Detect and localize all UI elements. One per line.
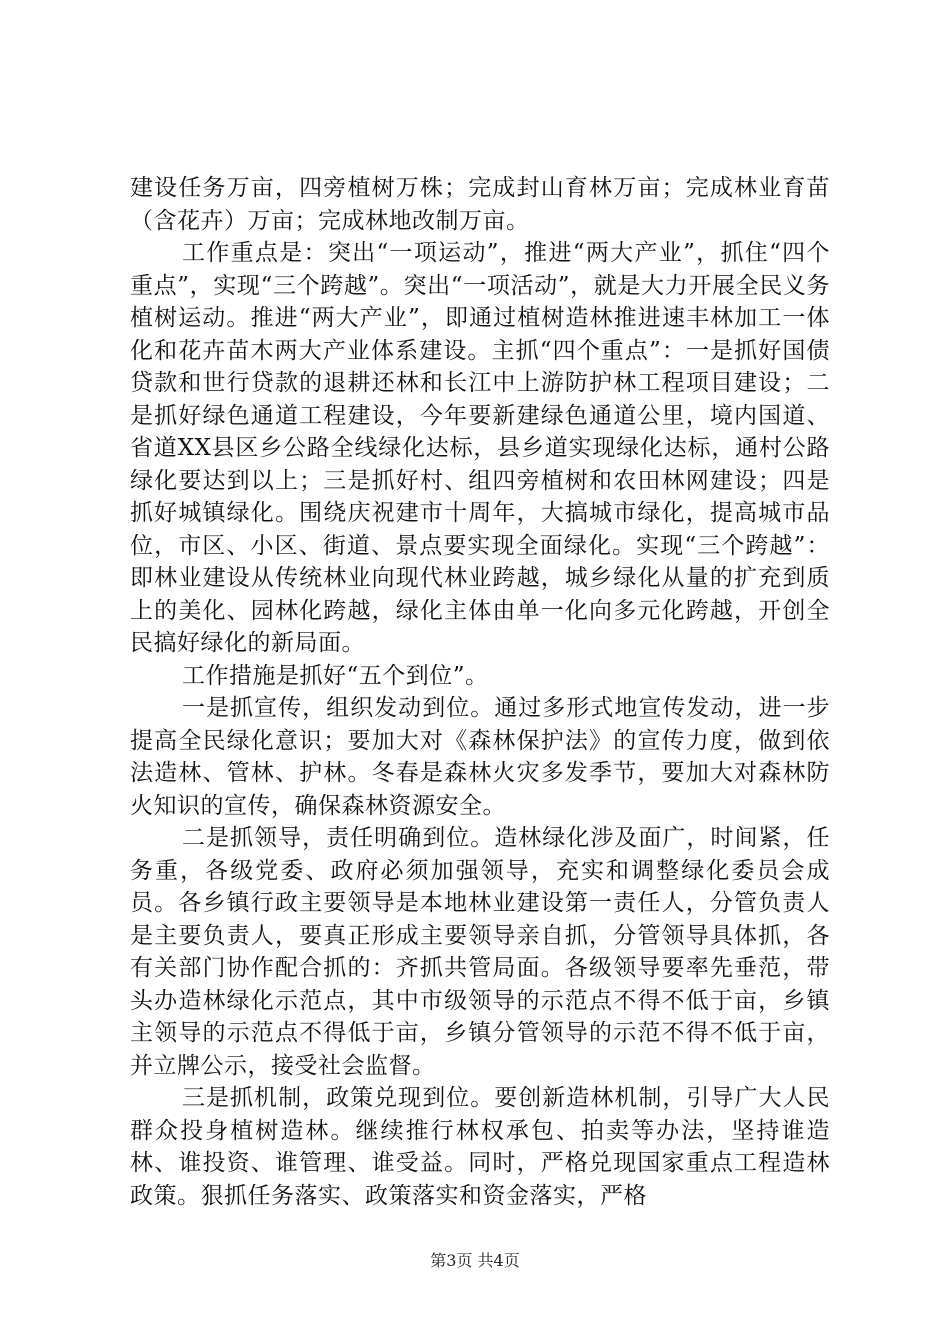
paragraph-measure-publicity: 一是抓宣传，组织发动到位。通过多形式地宣传发动，进一步提高全民绿化意识；要加大对《森林保护法》的宣传力度，做到依法造林、管林、护林。冬春是森林火灾多发季节，要加大对森林防火知识的宣传，确保森林资源安全。	[130, 695, 830, 819]
page-number-label: 第3页 共4页	[430, 1251, 520, 1270]
paragraph-measure-leadership: 二是抓领导，责任明确到位。造林绿化涉及面广，时间紧，任务重，各级党委、政府必须加强领导，充实和调整绿化委员会成员。各乡镇行政主要领导是本地林业建设第一责任人，分管负责人是主要负责人，要真正形成主要领导亲自抓，分管领导具体抓，各有关部门协作配合抓的：齐抓共管局面。各级领导要率先垂范，带头办造林绿化示范点，其中市级领导的示范点不得不低于亩，乡镇主领导的示范点不得低于亩，乡镇分管领导的示范不得不低于亩，并立牌公示，接受社会监督。	[130, 825, 830, 1079]
document-body	[130, 172, 830, 1212]
paragraph-measure-mechanism: 三是抓机制，政策兑现到位。要创新造林机制，引导广大人民群众投身植树造林。继续推行林权承包、拍卖等办法，坚持谁造林、谁投资、谁管理、谁受益。同时，严格兑现国家重点工程造林政策。狠抓任务落实、政策落实和资金落实，严格	[130, 1085, 830, 1209]
paragraph-work-measures: 工作措施是抓好“五个到位”。	[182, 662, 489, 689]
paragraph-work-focus: 工作重点是：突出“一项运动”，推进“两大产业”，抓住“四个重点”，实现“三个跨越”。突出“一项活动”，就是大力开展全民义务植树运动。推进“两大产业”，即通过植树造林推进速丰林加工一体化和花卉苗木两大产业体系建设。主抓“四个重点”：一是抓好国债贷款和世行贷款的退耕还林和长江中上游防护林工程项目建设；二是抓好绿色通道工程建设，今年要新建绿色通道公里，境内国道、省道XX县区乡公路全线绿化达标，县乡道实现绿化达标，通村公路绿化要达到以上；三是抓好村、组四旁植树和农田林网建设；四是抓好城镇绿化。围绕庆祝建市十周年，大搞城市绿化，提高城市品位，市区、小区、街道、景点要实现全面绿化。实现“三个跨越”：即林业建设从传统林业向现代林业跨越，城乡绿化从量的扩充到质上的美化、园林化跨越，绿化主体由单一化向多元化跨越，开创全民搞好绿化的新局面。	[130, 240, 830, 656]
page-footer	[0, 1251, 950, 1271]
paragraph-task-summary: 建设任务万亩，四旁植树万株；完成封山育林万亩；完成林业育苗（含花卉）万亩；完成林地改制万亩。	[130, 175, 830, 234]
